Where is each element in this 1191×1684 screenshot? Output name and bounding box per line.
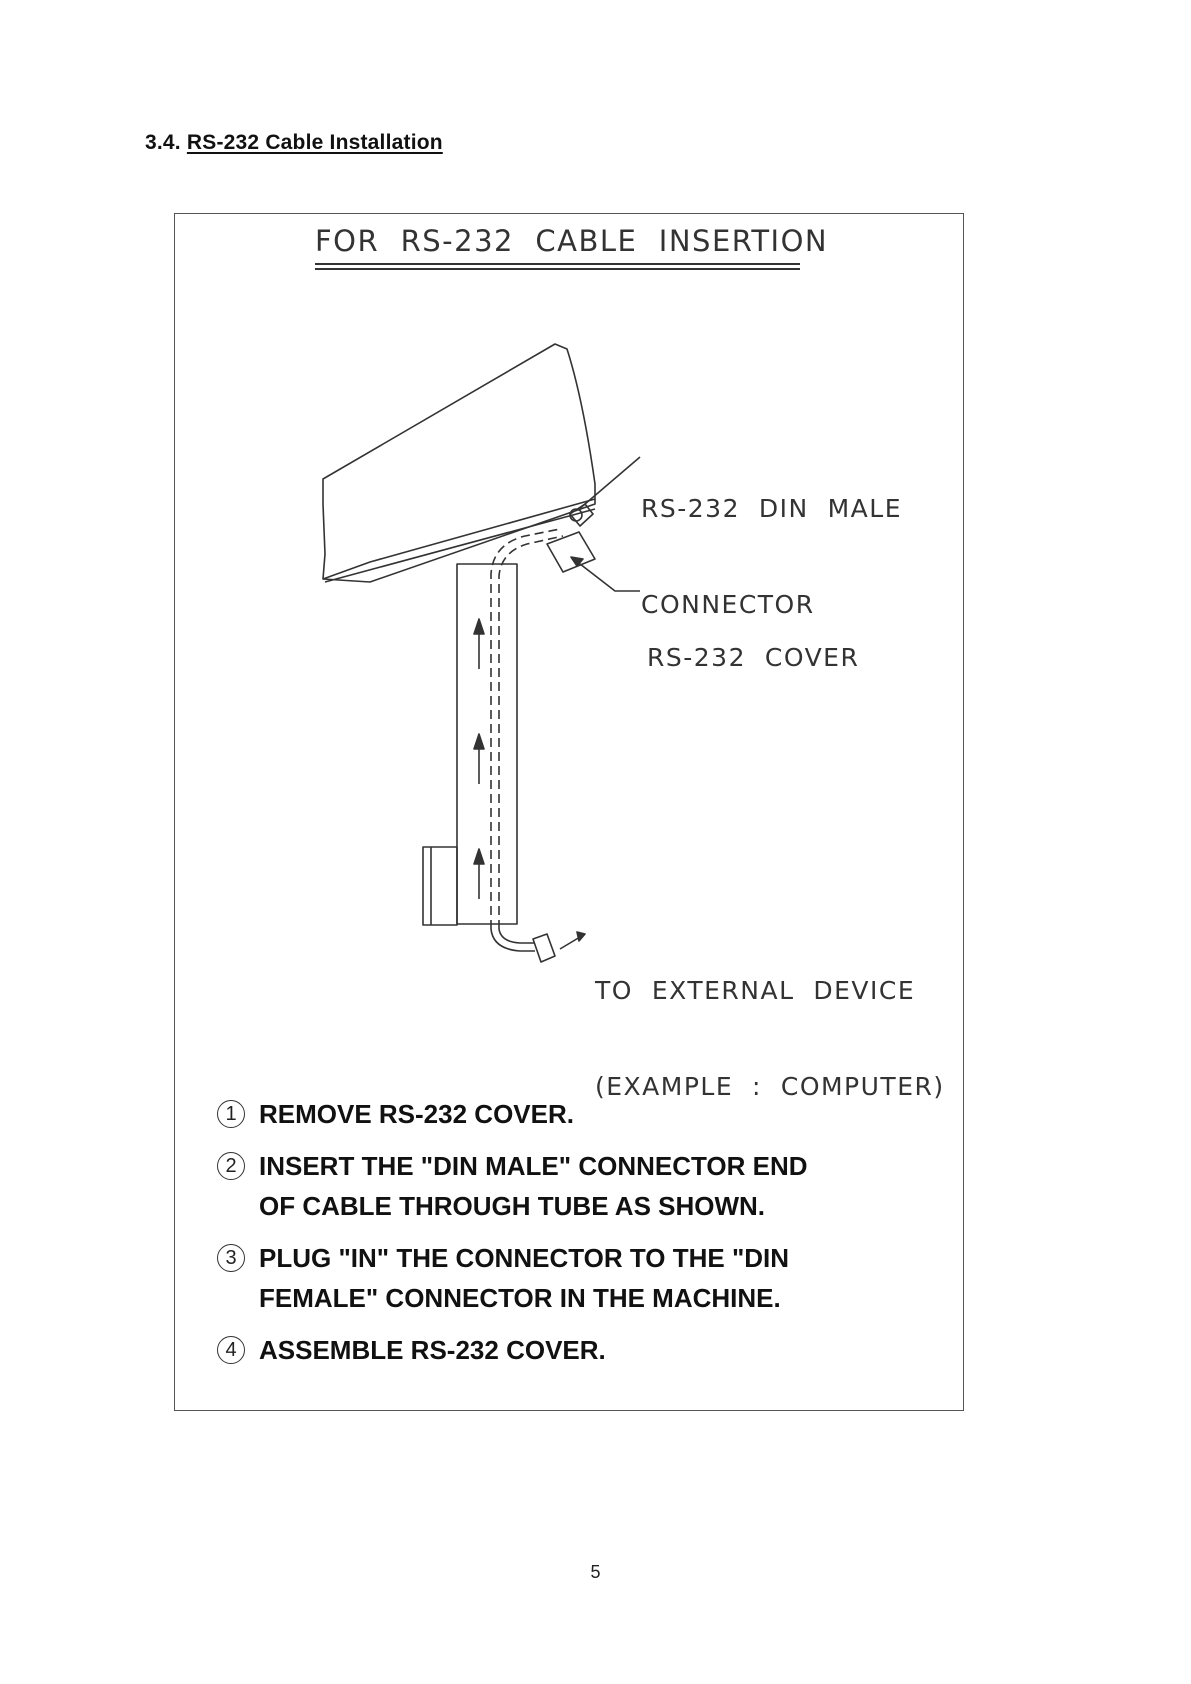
callout-rs232-cover [647, 578, 859, 738]
step-text: REMOVE RS-232 COVER. [259, 1099, 574, 1129]
connector-leader [578, 457, 640, 510]
step-text: ASSEMBLE RS-232 COVER. [259, 1335, 606, 1365]
step-text: PLUG "IN" THE CONNECTOR TO THE "DIN [259, 1243, 790, 1273]
page-number: 5 [590, 1562, 601, 1582]
callout-line: (EXAMPLE : COMPUTER) [595, 1072, 945, 1101]
figure-title: FOR RS-232 CABLE INSERTION [315, 224, 829, 258]
step-item [217, 1094, 937, 1134]
support-tube [457, 564, 517, 924]
cable-plug [533, 934, 555, 962]
step-number: 2 [217, 1152, 245, 1180]
callout-line: RS-232 COVER [647, 643, 860, 672]
step-text: OF CABLE THROUGH TUBE AS SHOWN. [259, 1191, 766, 1221]
installation-figure [174, 213, 964, 1411]
step-number: 4 [217, 1336, 245, 1364]
scale-head [323, 344, 595, 579]
step-number: 1 [217, 1100, 245, 1128]
callout-line: TO EXTERNAL DEVICE [595, 976, 916, 1005]
step-item [217, 1238, 937, 1318]
step-text: INSERT THE "DIN MALE" CONNECTOR END [259, 1151, 808, 1181]
callout-line: CONNECTOR [641, 590, 815, 619]
installation-steps [217, 1094, 937, 1382]
callout-line: RS-232 DIN MALE [641, 494, 902, 523]
step-item [217, 1330, 937, 1370]
cable-path [491, 529, 560, 929]
step-text: FEMALE" CONNECTOR IN THE MACHINE. [259, 1283, 781, 1313]
section-title: RS-232 Cable Installation [186, 131, 443, 154]
section-heading [145, 131, 443, 155]
tube-base-bracket [423, 847, 457, 925]
section-number: 3.4. [145, 131, 181, 154]
step-item [217, 1146, 937, 1226]
step-number: 3 [217, 1244, 245, 1272]
